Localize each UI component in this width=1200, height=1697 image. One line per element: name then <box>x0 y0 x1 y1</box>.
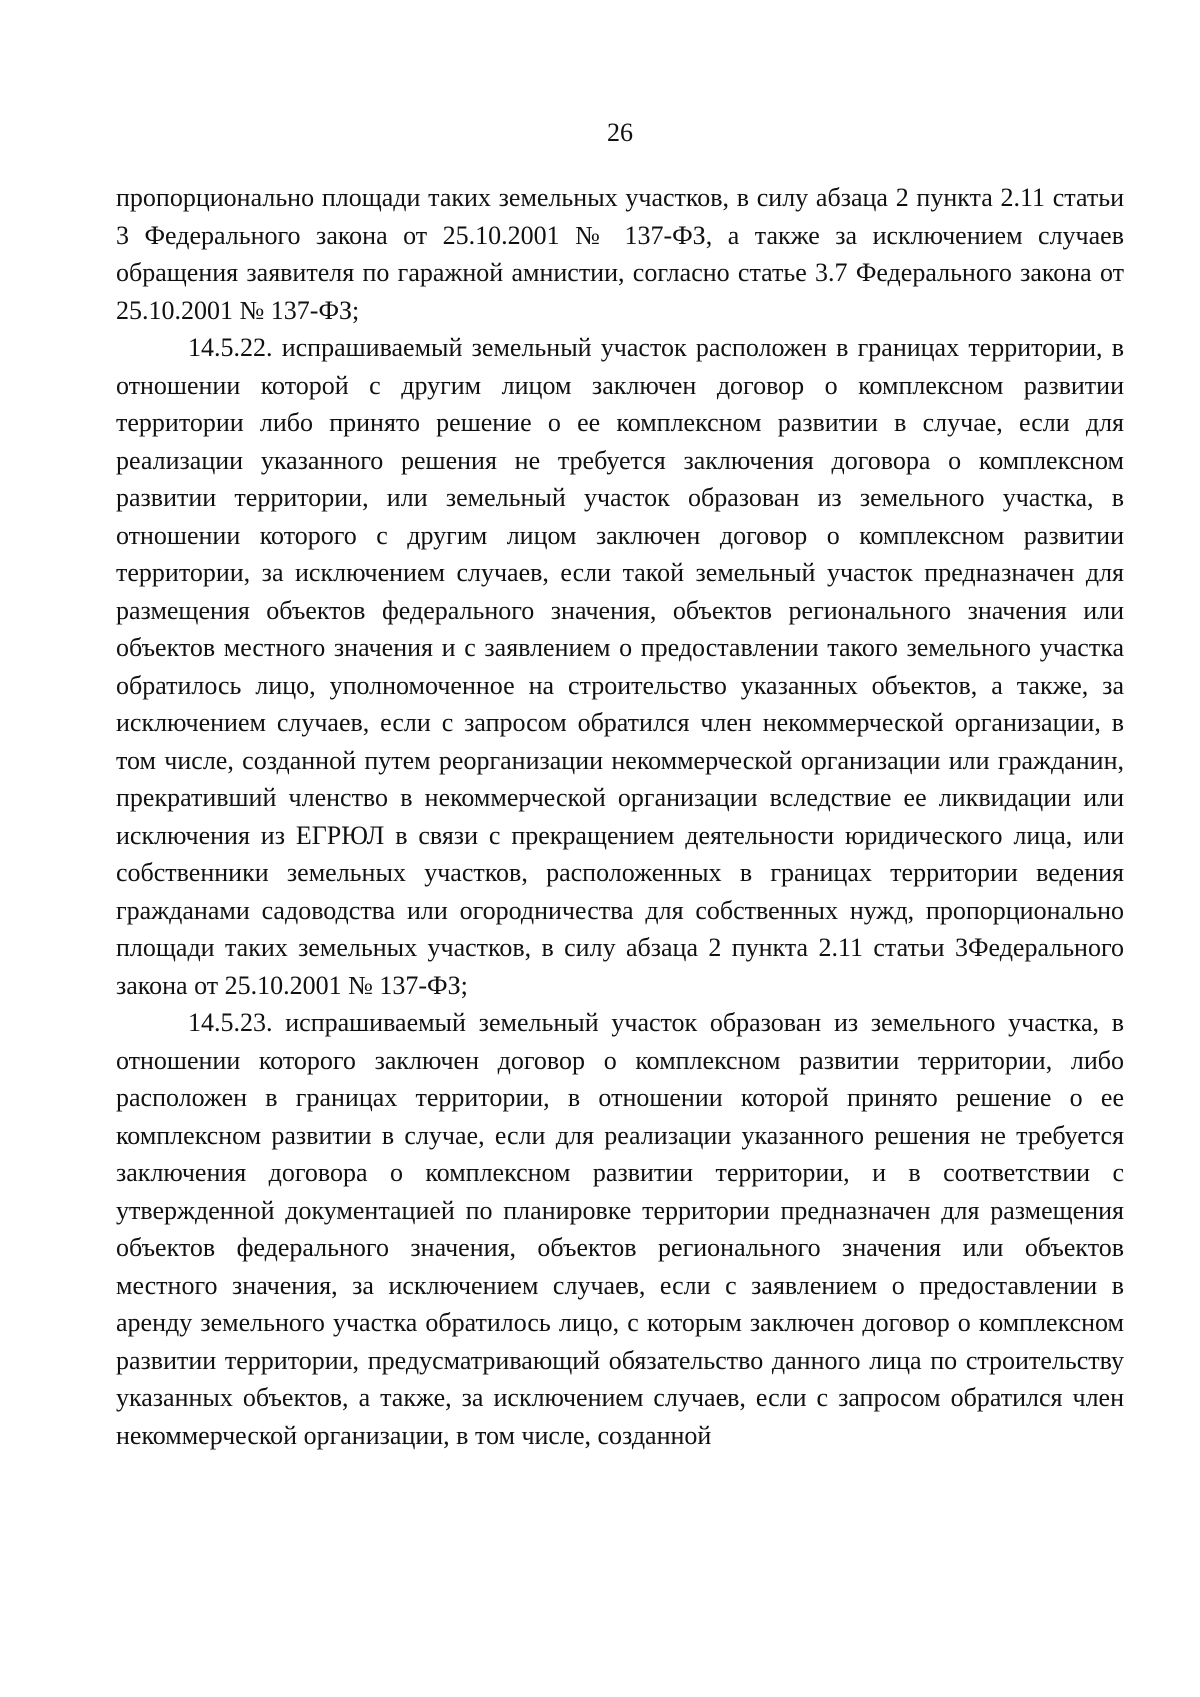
paragraph-14-5-22: 14.5.22. испрашиваемый земельный участок расположен в границах территории, в отношении которой с другим лицом заключен договор о комплексном развитии территории либо принято решение о ее комплексном развитии в случае, если для реализации указанного решения не требуется заключения договора о комплексном развитии территории, или земельный участок образован из земельного участка, в отношении которого с другим лицом заключен договор о комплексном развитии территории, за исключением случаев, если такой земельный участок предназначен для размещения объектов федерального значения, объектов регионального значения или объектов местного значения и с заявлением о предоставлении такого земельного участка обратилось лицо, уполномоченное на строительство указанных объектов, а также, за исключением случаев, если с запросом обратился член некоммерческой организации, в том числе, созданной путем реорганизации некоммерческой организации или гражданин, прекративший членство в некоммерческой организации вследствие ее ликвидации или исключения из ЕГРЮЛ в связи с прекращением деятельности юридического лица, или собственники земельных участков, расположенных в границах территории ведения гражданами садоводства или огородничества для собственных нужд, пропорционально площади таких земельных участков, в силу абзаца 2 пункта 2.11 статьи 3Федерального закона от 25.10.2001 № 137-ФЗ; <box>116 333 1124 1000</box>
paragraph-continuation: пропорционально площади таких земельных участков, в силу абзаца 2 пункта 2.11 статьи 3 Федерального закона от 25.10.2001 № 137-ФЗ, а также за исключением случаев обращения заявителя по гаражной амнистии, согласно статье 3.7 Федерального закона от 25.10.2001 № 137-ФЗ; <box>116 183 1124 325</box>
document-body <box>116 179 1124 1454</box>
page-number: 26 <box>607 118 633 147</box>
paragraph-14-5-23: 14.5.23. испрашиваемый земельный участок образован из земельного участка, в отношении которого заключен договор о комплексном развитии территории, либо расположен в границах территории, в отношении которой принято решение о ее комплексном развитии в случае, если для реализации указанного решения не требуется заключения договора о комплексном развитии территории, и в соответствии с утвержденной документацией по планировке территории предназначен для размещения объектов федерального значения, объектов регионального значения или объектов местного значения, за исключением случаев, если с заявлением о предоставлении в аренду земельного участка обратилось лицо, с которым заключен договор о комплексном развитии территории, предусматривающий обязательство данного лица по строительству указанных объектов, а также, за исключением случаев, если с запросом обратился член некоммерческой организации, в том числе, созданной <box>116 1008 1124 1450</box>
